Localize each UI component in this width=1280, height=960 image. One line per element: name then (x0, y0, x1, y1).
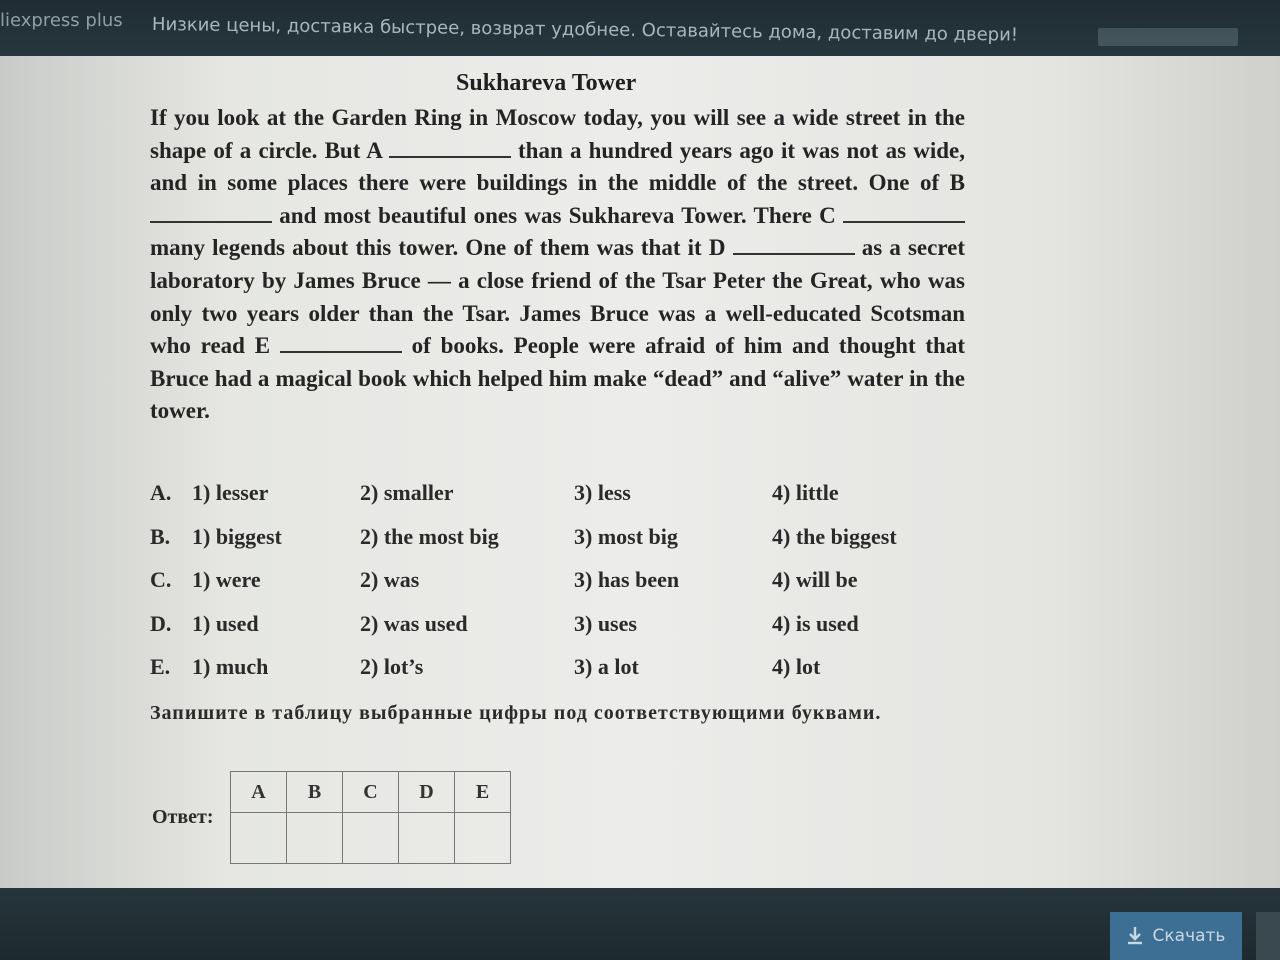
option-choice: 3) most big (574, 523, 678, 549)
answer-header-cell: D (399, 772, 455, 813)
option-row-b (150, 524, 950, 568)
answer-options (150, 480, 950, 698)
option-letter: D. (150, 610, 172, 636)
answer-table-value-row (231, 813, 511, 864)
option-choice: 1) biggest (192, 523, 282, 549)
option-choice: 2) was used (360, 610, 468, 636)
option-row-d (150, 611, 950, 655)
answer-header-cell: B (287, 772, 343, 813)
answer-table-header-row (231, 772, 511, 813)
worksheet (0, 56, 1280, 888)
option-row-a (150, 480, 950, 524)
blank-c (843, 203, 965, 223)
option-choice: 3) a lot (574, 654, 639, 679)
blank-d (733, 235, 855, 255)
option-choice: 2) was (360, 567, 420, 592)
bottom-toolbar (0, 888, 1280, 960)
option-choice: 4) little (772, 480, 839, 505)
passage-text: and most beautiful ones was Sukhareva Tower. There C (272, 202, 843, 228)
passage-text: as a secret laboratory by James Bruce — a close friend of the Tsar Peter the Great, who was only two years older than the Tsar. James Bruce was a well-educated Scotsman who read E (150, 235, 965, 359)
option-choice: 1) were (192, 567, 261, 592)
option-choice: 4) will be (772, 567, 858, 592)
option-letter: E. (150, 654, 171, 679)
answer-value-cell (399, 813, 455, 864)
passage-text: than a hundred years ago it was not as wide, and in some places there were buildings in the middle of the street. One of B (150, 137, 965, 196)
option-letter: A. (150, 480, 172, 505)
promo-link[interactable] (1098, 28, 1238, 46)
answer-value-cell (455, 813, 511, 864)
reading-passage (150, 102, 965, 428)
option-choice: 1) much (192, 654, 269, 679)
document-viewer (0, 56, 1280, 888)
passage-text: of books. People were afraid of him and thought that Bruce had a magical book which helped him make “dead” and “alive” water in the tower. (150, 333, 965, 424)
download-button[interactable] (1110, 912, 1242, 960)
answer-header-cell: A (231, 772, 287, 813)
blank-e (280, 333, 402, 353)
more-button[interactable] (1256, 912, 1280, 960)
answer-value-cell (231, 813, 287, 864)
option-choice: 2) the most big (360, 523, 499, 549)
passage-text: many legends about this tower. One of them was that it D (150, 235, 733, 261)
answer-header-cell: C (343, 772, 399, 813)
option-choice: 1) lesser (192, 480, 269, 505)
passage-text: If you look at the Garden Ring in Moscow today, you will see a wide street in the shape of a circle. But A (150, 105, 965, 163)
download-label: Скачать (1152, 926, 1226, 946)
brand-name[interactable]: liexpress plus (0, 10, 123, 31)
answer-label: Ответ: (152, 806, 214, 828)
option-choice: 2) smaller (360, 480, 454, 505)
option-letter: C. (150, 567, 172, 592)
option-choice: 4) is used (772, 610, 859, 636)
blank-b (150, 203, 272, 223)
blank-a (389, 138, 511, 158)
option-choice: 3) less (574, 480, 631, 505)
option-row-c (150, 567, 950, 611)
instruction-text: Запишите в таблицу выбранные цифры под соответствующими буквами. (150, 702, 882, 724)
download-icon (1127, 926, 1143, 946)
answer-value-cell (343, 813, 399, 864)
option-choice: 4) lot (772, 654, 821, 679)
option-choice: 4) the biggest (772, 523, 897, 549)
option-row-e (150, 654, 950, 698)
document-title: Sukhareva Tower (456, 70, 637, 96)
option-choice: 3) uses (574, 610, 637, 636)
option-choice: 3) has been (574, 567, 680, 592)
answer-table (230, 771, 511, 864)
option-letter: B. (150, 523, 171, 549)
promo-text[interactable]: Низкие цены, доставка быстрее, возврат удобнее. Оставайтесь дома, доставим до двери! (151, 14, 1019, 46)
option-choice: 1) used (192, 610, 259, 636)
top-banner (0, 0, 1280, 56)
answer-value-cell (287, 813, 343, 864)
option-choice: 2) lot’s (360, 654, 424, 679)
answer-header-cell: E (455, 772, 511, 813)
